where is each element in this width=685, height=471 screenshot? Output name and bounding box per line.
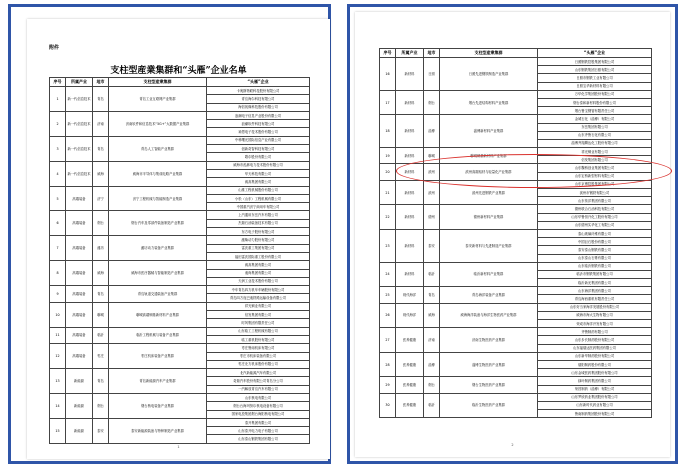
cluster-cell: 日照先进钢铁制造产业集群 bbox=[440, 58, 538, 91]
industry-cell: 高端装备 bbox=[66, 186, 93, 211]
company-cell: 中科曙光国际信息产业有限公司 bbox=[207, 136, 310, 144]
city-cell: 济南 bbox=[424, 328, 440, 353]
company-cell: 荣昌制药（淄博）有限公司 bbox=[538, 385, 652, 393]
table-row bbox=[50, 393, 310, 401]
company-cell: 山东新华制药股份有限公司 bbox=[538, 352, 652, 360]
company-cell: 齐鲁制药有限公司 bbox=[538, 328, 652, 336]
company-cell: 山东福瑞达医药集团有限公司 bbox=[538, 344, 652, 352]
company-cell: 山东魏桥创业集团有限公司 bbox=[538, 164, 652, 172]
cluster-cell: 威海市半导体与集成电路产业集群 bbox=[109, 161, 207, 186]
table-row bbox=[380, 393, 652, 401]
cluster-cell: 滨州先进钢铁产业集群 bbox=[440, 180, 538, 205]
company-cell: 福田雷沃国际重工股份有限公司 bbox=[207, 252, 310, 260]
industry-cell: 新材料 bbox=[396, 90, 424, 115]
column-header: 序号 bbox=[380, 49, 396, 58]
company-cell: 山东罗欣药业集团股份有限公司 bbox=[538, 393, 652, 401]
column-header: 序号 bbox=[50, 78, 66, 87]
city-cell: 烟台 bbox=[93, 393, 109, 418]
table-row bbox=[380, 90, 652, 98]
company-cell: 山东泰开电力电子有限公司 bbox=[207, 427, 310, 435]
row-number: 19 bbox=[380, 148, 396, 164]
column-header: 所属产业 bbox=[396, 49, 424, 58]
row-number: 3 bbox=[50, 136, 66, 161]
row-number: 7 bbox=[50, 236, 66, 261]
company-cell: 烟台台海玛努尔核电设备有限公司 bbox=[207, 402, 310, 410]
table-row bbox=[380, 180, 652, 188]
row-number: 9 bbox=[50, 286, 66, 303]
industry-cell: 新材料 bbox=[396, 262, 424, 287]
industry-cell: 新一代信息技术 bbox=[66, 87, 93, 112]
row-number: 29 bbox=[380, 377, 396, 393]
company-cell: 山东好当家海洋发展股份有限公司 bbox=[538, 303, 652, 311]
table-row bbox=[380, 287, 652, 295]
company-cell: 绿叶制药集团有限公司 bbox=[538, 377, 652, 385]
table-row bbox=[50, 302, 310, 310]
company-cell: 祥光铜业有限公司 bbox=[538, 148, 652, 156]
table-header-row bbox=[380, 49, 652, 58]
city-cell: 威海 bbox=[424, 303, 440, 328]
industry-cell: 新能源 bbox=[66, 369, 93, 394]
company-cell: 时风集团有限责任公司 bbox=[207, 319, 310, 327]
company-cell: 山东金城医药集团股份有限公司 bbox=[538, 369, 652, 377]
company-cell: 青岛四方庞巴迪铁路运输设备有限公司 bbox=[207, 294, 310, 302]
company-cell: 信发集团有限公司 bbox=[207, 311, 310, 319]
company-cell: 雷沃重工集团有限公司 bbox=[207, 244, 310, 252]
column-header: 支柱型産業集群 bbox=[109, 78, 207, 87]
row-number: 16 bbox=[380, 58, 396, 91]
company-cell: 中车青岛四方机车车辆股份有限公司 bbox=[207, 286, 310, 294]
right-document-page bbox=[355, 12, 670, 457]
table-row bbox=[380, 148, 652, 156]
industry-cell: 新一代信息技术 bbox=[66, 111, 93, 136]
city-cell: 威海 bbox=[93, 261, 109, 286]
cluster-cell: 枣庄机床装备产业集群 bbox=[109, 344, 207, 369]
industry-cell: 高端装备 bbox=[66, 302, 93, 327]
company-cell: 信发集团有限公司 bbox=[538, 156, 652, 164]
city-cell: 烟台 bbox=[424, 90, 440, 115]
company-cell: 临工重机股份有限公司 bbox=[207, 335, 310, 343]
industry-cell: 新材料 bbox=[396, 115, 424, 148]
table-row bbox=[380, 303, 652, 311]
row-number: 24 bbox=[380, 262, 396, 287]
city-cell: 泰安 bbox=[93, 418, 109, 443]
table-row bbox=[380, 164, 652, 172]
industry-cell: 新材料 bbox=[396, 148, 424, 164]
company-cell: 枣庄鲁南机床有限公司 bbox=[207, 344, 310, 352]
industry-cell: 新材料 bbox=[396, 205, 424, 230]
company-cell: 山东泰山石膏有限公司 bbox=[538, 254, 652, 262]
column-header: “头雁”企业 bbox=[207, 78, 310, 87]
cluster-cell: 烟台先进结构材料产业集群 bbox=[440, 90, 538, 115]
company-cell: 德州联合石油科技有限公司 bbox=[538, 205, 652, 213]
company-cell: 山东海洋集团有限公司 bbox=[538, 287, 652, 295]
city-cell: 德州 bbox=[424, 205, 440, 230]
company-cell: 迪尚集团有限公司 bbox=[207, 269, 310, 277]
company-cell: 歌尔股份有限公司 bbox=[207, 153, 310, 161]
left-page-frame bbox=[8, 4, 331, 464]
city-cell: 临沂 bbox=[93, 327, 109, 344]
column-header: “头雁”企业 bbox=[538, 49, 652, 58]
company-cell: 荣成市海洋开发有限公司 bbox=[538, 320, 652, 328]
city-cell: 日照 bbox=[424, 58, 440, 91]
row-number: 22 bbox=[380, 205, 396, 230]
row-number: 10 bbox=[50, 302, 66, 327]
cluster-cell: 泰安新能源装备与特种制造产业集群 bbox=[109, 418, 207, 443]
company-cell: 青岛海西重机有限责任公司 bbox=[538, 295, 652, 303]
company-cell: 山东泰山钢铁集团有限公司 bbox=[207, 435, 310, 443]
company-cell: 烟台鲁宝钢管有限责任公司 bbox=[538, 107, 652, 115]
row-number: 12 bbox=[50, 344, 66, 369]
company-cell: 威高集团有限公司 bbox=[207, 261, 310, 269]
city-cell: 聊城 bbox=[424, 148, 440, 164]
company-cell: 烟台泰和新材料股份有限公司 bbox=[538, 98, 652, 106]
row-number: 30 bbox=[380, 393, 396, 418]
company-cell: 山东华鲁恒升化工股份有限公司 bbox=[538, 213, 652, 221]
city-cell: 聊城 bbox=[93, 302, 109, 327]
industry-cell: 新材料 bbox=[396, 180, 424, 205]
table-row bbox=[50, 87, 310, 95]
table-header-row bbox=[50, 78, 310, 87]
company-cell: 浪潮电子信息产业股份有限公司 bbox=[207, 111, 310, 119]
document-title: 支柱型産業集群和“头雁”企业名单 bbox=[110, 66, 247, 76]
company-cell: 国家电投集团烟台海阳核电有限公司 bbox=[207, 410, 310, 418]
company-cell: 山东传洋集团有限公司 bbox=[538, 197, 652, 205]
industry-cell: 高端装备 bbox=[66, 211, 93, 236]
company-cell: 山东钢铁集团日照有限公司 bbox=[538, 66, 652, 74]
industry-cell: 新一代信息技术 bbox=[66, 136, 93, 161]
company-cell: 海信视像科技股份有限公司 bbox=[207, 103, 310, 111]
industry-cell: 新材料 bbox=[396, 164, 424, 180]
left-page-number: 1 bbox=[177, 445, 180, 449]
city-cell: 济宁 bbox=[93, 186, 109, 211]
table-row bbox=[380, 328, 652, 336]
cluster-cell: 青岛人工智能产业集群 bbox=[109, 136, 207, 161]
industry-cell: 医养健康 bbox=[396, 352, 424, 377]
company-cell: 泰山玻璃纤维有限公司 bbox=[538, 229, 652, 237]
company-cell: 创新奇智科技有限公司 bbox=[207, 145, 310, 153]
city-cell: 烟台 bbox=[93, 211, 109, 236]
row-number: 27 bbox=[380, 328, 396, 353]
cluster-cell: 青岛海洋装备产业集群 bbox=[440, 287, 538, 303]
city-cell: 滨州 bbox=[424, 164, 440, 180]
table-row bbox=[50, 418, 310, 426]
table-row bbox=[380, 262, 652, 270]
company-cell: 瑞阳制药股份有限公司 bbox=[538, 360, 652, 368]
city-cell: 潍坊 bbox=[93, 236, 109, 261]
industry-cell: 高端装备 bbox=[66, 261, 93, 286]
company-cell: 神思电子技术股份有限公司 bbox=[207, 128, 310, 136]
company-cell: 山东步长制药股份有限公司 bbox=[538, 336, 652, 344]
right-page-number: 2 bbox=[511, 443, 514, 447]
cluster-cell: 德州新材料产业集群 bbox=[440, 205, 538, 230]
company-cell: 威高集团有限公司 bbox=[207, 178, 310, 186]
industry-cell: 新能源 bbox=[66, 418, 93, 443]
table-row bbox=[380, 205, 652, 213]
cluster-cell: 烟台汽车及零部件装备制造产业集群 bbox=[109, 211, 207, 236]
cluster-cell: 泰安新材料与先进制造产业集群 bbox=[440, 229, 538, 262]
right-page-frame bbox=[347, 4, 678, 464]
company-cell: 潍柴动力股份有限公司 bbox=[207, 236, 310, 244]
company-cell: 一汽解放青岛汽车有限公司 bbox=[207, 385, 310, 393]
company-cell: 泰开集团有限公司 bbox=[207, 418, 310, 426]
industry-cell: 高端装备 bbox=[66, 327, 93, 344]
cluster-cell: 烟台核电装备产业集群 bbox=[109, 393, 207, 418]
company-cell: 泰安泰山钢铁有限公司 bbox=[538, 246, 652, 254]
industry-cell: 现代海洋 bbox=[396, 303, 424, 328]
row-number: 15 bbox=[50, 418, 66, 443]
company-cell: 日照钢铁控股集团有限公司 bbox=[538, 58, 652, 66]
company-cell: 日照宝华新材料有限公司 bbox=[538, 82, 652, 90]
company-cell: 枣庄北方机床股份有限公司 bbox=[207, 360, 310, 368]
city-cell: 临沂 bbox=[424, 393, 440, 418]
table-row bbox=[50, 236, 310, 244]
company-cell: 奇瑞汽车股份有限公司青岛分公司 bbox=[207, 377, 310, 385]
left-company-table bbox=[49, 77, 310, 444]
industry-cell: 医养健康 bbox=[396, 328, 424, 353]
table-row bbox=[50, 211, 310, 219]
cluster-cell: 淄博生物医药产业集群 bbox=[440, 352, 538, 377]
left-document-page bbox=[27, 19, 330, 459]
company-cell: 祥光铜业有限公司 bbox=[207, 302, 310, 310]
company-cell: 华天科技有限公司 bbox=[207, 169, 310, 177]
company-cell: 青岛海尔科技有限公司 bbox=[207, 95, 310, 103]
company-cell: 山东临沂钢铁有限公司 bbox=[538, 262, 652, 270]
city-cell: 淄博 bbox=[424, 352, 440, 377]
table-row bbox=[50, 344, 310, 352]
cluster-cell: 淄博新材料产业集群 bbox=[440, 115, 538, 148]
city-cell: 青岛 bbox=[93, 87, 109, 112]
cluster-cell: 滨州高端铝材与轻量化产业集群 bbox=[440, 164, 538, 180]
company-cell: 北汽新能源汽车有限公司 bbox=[207, 369, 310, 377]
row-number: 8 bbox=[50, 261, 66, 286]
industry-cell: 高端装备 bbox=[66, 236, 93, 261]
row-number: 17 bbox=[380, 90, 396, 115]
city-cell: 青岛 bbox=[424, 287, 440, 303]
company-cell: 山东核电有限公司 bbox=[207, 393, 310, 401]
row-number: 26 bbox=[380, 303, 396, 328]
cluster-cell: 青岛新能源汽车产业集群 bbox=[109, 369, 207, 394]
industry-cell: 医养健康 bbox=[396, 393, 424, 418]
cluster-cell: 青岛工业互联网产业集群 bbox=[109, 87, 207, 112]
city-cell: 淄博 bbox=[424, 115, 440, 148]
city-cell: 威海 bbox=[93, 161, 109, 186]
company-cell: 卡奥斯物联科技股份有限公司 bbox=[207, 87, 310, 95]
row-number: 14 bbox=[50, 393, 66, 418]
industry-cell: 新材料 bbox=[396, 229, 424, 262]
company-cell: 万华化学集团股份有限公司 bbox=[538, 90, 652, 98]
company-cell: 小松（山东）工程机械有限公司 bbox=[207, 194, 310, 202]
table-row bbox=[50, 261, 310, 269]
table-row bbox=[50, 286, 310, 294]
company-cell: 日照市钢铁工业有限公司 bbox=[538, 74, 652, 82]
company-cell: 东岳集团有限公司 bbox=[538, 123, 652, 131]
column-header: 支柱型産業集群 bbox=[440, 49, 538, 58]
cluster-cell: 青岛轨道交通装备产业集群 bbox=[109, 286, 207, 303]
table-row bbox=[380, 229, 652, 237]
attachment-label: 附件 bbox=[49, 45, 60, 51]
city-cell: 青岛 bbox=[93, 136, 109, 161]
company-cell: 淄博齐翔腾达化工股份有限公司 bbox=[538, 139, 652, 147]
company-cell: 山东临工工程机械有限公司 bbox=[207, 327, 310, 335]
city-cell: 泰安 bbox=[424, 229, 440, 262]
industry-cell: 新材料 bbox=[396, 58, 424, 91]
city-cell: 济南 bbox=[93, 111, 109, 136]
company-cell: 中国重汽济宁商用车有限公司 bbox=[207, 203, 310, 211]
company-cell: 威海市泓淋电力技术股份有限公司 bbox=[207, 161, 310, 169]
row-number: 13 bbox=[50, 369, 66, 394]
row-number: 5 bbox=[50, 186, 66, 211]
company-cell: 山东齐鲁石化有限公司 bbox=[538, 131, 652, 139]
row-number: 23 bbox=[380, 229, 396, 262]
cluster-cell: 临沂生物医药产业集群 bbox=[440, 393, 538, 418]
table-row bbox=[50, 369, 310, 377]
industry-cell: 现代海洋 bbox=[396, 287, 424, 303]
table-row bbox=[380, 352, 652, 360]
cluster-cell: 潍坊动力装备产业集群 bbox=[109, 236, 207, 261]
cluster-cell: 威海市医疗器械与智能制造产业集群 bbox=[109, 261, 207, 286]
row-number: 1 bbox=[50, 87, 66, 112]
cluster-cell: 威海海洋装备与海洋生物医药产业集群 bbox=[440, 303, 538, 328]
row-number: 6 bbox=[50, 211, 66, 236]
company-cell: 东方电子股份有限公司 bbox=[207, 228, 310, 236]
cluster-cell: 济南生物医药产业集群 bbox=[440, 328, 538, 353]
company-cell: 上汽通用东岳汽车有限公司 bbox=[207, 211, 310, 219]
company-cell: 山东德州实华化工有限公司 bbox=[538, 221, 652, 229]
company-cell: 山推工程机械股份有限公司 bbox=[207, 186, 310, 194]
column-header: 所属产业 bbox=[66, 78, 93, 87]
row-number: 25 bbox=[380, 287, 396, 303]
city-cell: 青岛 bbox=[93, 369, 109, 394]
row-number: 20 bbox=[380, 164, 396, 180]
row-number: 18 bbox=[380, 115, 396, 148]
company-cell: 临沂市钢铁集团有限公司 bbox=[538, 270, 652, 278]
cluster-cell: 临沂工程机械与装备产业集群 bbox=[109, 327, 207, 344]
company-cell: 山东京博控股集团有限公司 bbox=[538, 180, 652, 188]
right-company-table bbox=[379, 48, 652, 418]
row-number: 28 bbox=[380, 352, 396, 377]
city-cell: 青岛 bbox=[93, 286, 109, 303]
table-row bbox=[380, 58, 652, 66]
company-cell: 山东宏桥新型材料有限公司 bbox=[538, 172, 652, 180]
cluster-cell: 烟台生物医药产业集群 bbox=[440, 377, 538, 393]
industry-cell: 新能源 bbox=[66, 393, 93, 418]
cluster-cell: 聊城铜基新材料产业集群 bbox=[440, 148, 538, 164]
industry-cell: 新一代信息技术 bbox=[66, 161, 93, 186]
company-cell: 滨州市钢铁有限公司 bbox=[538, 189, 652, 197]
industry-cell: 医养健康 bbox=[396, 377, 424, 393]
cluster-cell: 临沂新材料产业集群 bbox=[440, 262, 538, 287]
column-header: 地市 bbox=[93, 78, 109, 87]
row-number: 21 bbox=[380, 180, 396, 205]
city-cell: 枣庄 bbox=[93, 344, 109, 369]
city-cell: 临沂 bbox=[424, 262, 440, 287]
row-number: 11 bbox=[50, 327, 66, 344]
company-cell: 威海市海大生物有限公司 bbox=[538, 311, 652, 319]
table-row bbox=[50, 186, 310, 194]
table-row bbox=[50, 136, 310, 144]
company-cell: 鲁南制药集团股份有限公司 bbox=[538, 410, 652, 418]
table-row bbox=[380, 377, 652, 385]
table-row bbox=[50, 161, 310, 169]
company-cell: 枣庄市机床装备有限公司 bbox=[207, 352, 310, 360]
cluster-cell: 聊城高端铜基新材料产业集群 bbox=[109, 302, 207, 327]
company-cell: 天润工业技术股份有限公司 bbox=[207, 277, 310, 285]
city-cell: 滨州 bbox=[424, 180, 440, 205]
industry-cell: 高端装备 bbox=[66, 344, 93, 369]
company-cell: 临沂新光集团有限公司 bbox=[538, 279, 652, 287]
table-row bbox=[50, 327, 310, 335]
table-row bbox=[380, 115, 652, 123]
company-cell: 中国巨石股份有限公司 bbox=[538, 238, 652, 246]
company-cell: 杰瑞石油装备技术有限公司 bbox=[207, 219, 310, 227]
column-header: 地市 bbox=[424, 49, 440, 58]
company-cell: 金城石化（淄博）有限公司 bbox=[538, 115, 652, 123]
company-cell: 山东新时代药业有限公司 bbox=[538, 401, 652, 409]
cluster-cell: 济南软件和信息技术“5G+”大数据产业集群 bbox=[109, 111, 207, 136]
row-number: 2 bbox=[50, 111, 66, 136]
table-row bbox=[50, 111, 310, 119]
city-cell: 烟台 bbox=[424, 377, 440, 393]
row-number: 4 bbox=[50, 161, 66, 186]
industry-cell: 高端装备 bbox=[66, 286, 93, 303]
company-cell: 浪潮软件科技有限公司 bbox=[207, 120, 310, 128]
cluster-cell: 济宁工程机械与智能制造产业集群 bbox=[109, 186, 207, 211]
